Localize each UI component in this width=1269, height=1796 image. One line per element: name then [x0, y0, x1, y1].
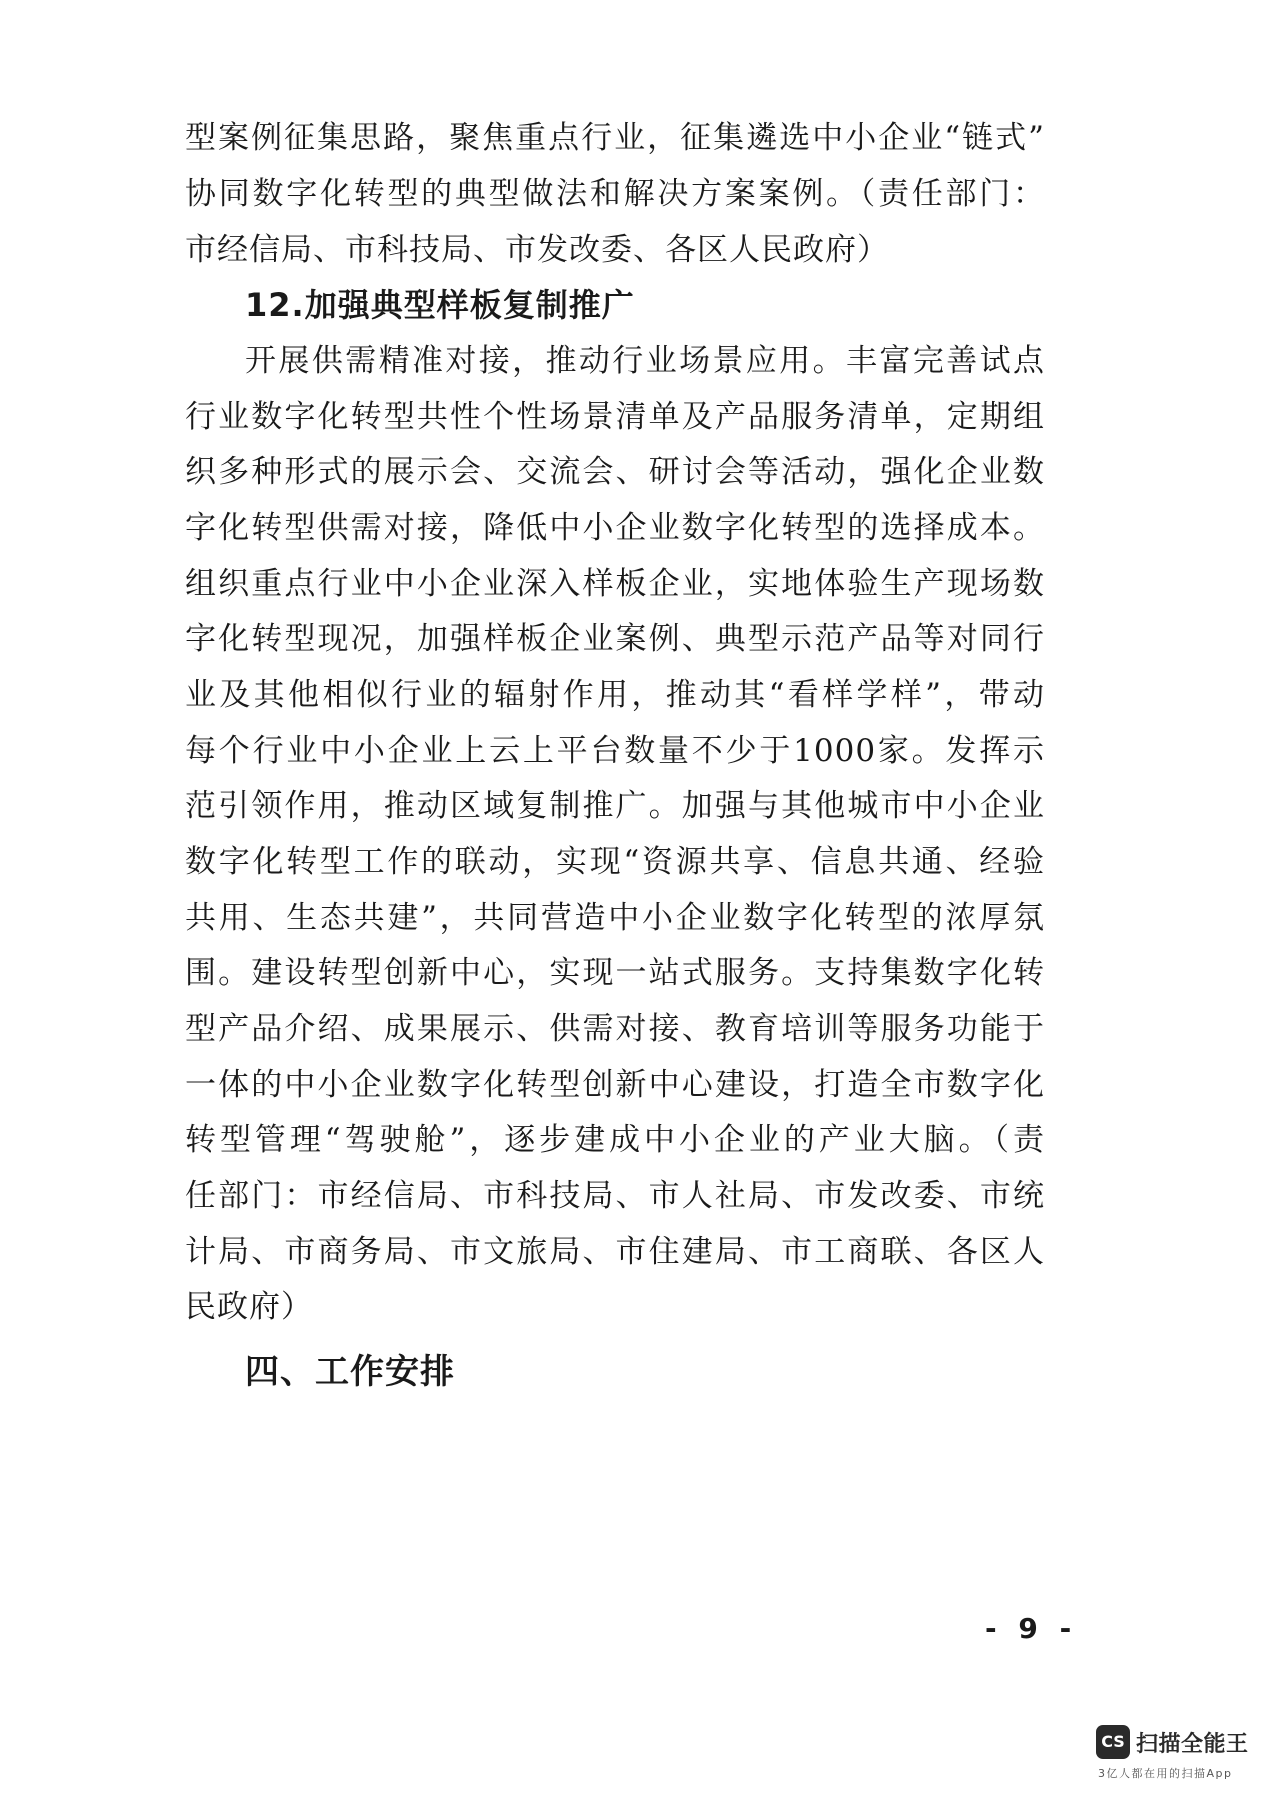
section-heading-12: 12.加强典型样板复制推广 [245, 286, 635, 324]
watermark-subtitle: 3亿人都在用的扫描App [1098, 1767, 1233, 1780]
watermark-title: 扫描全能王 [1136, 1732, 1249, 1757]
text-line: 型产品介绍、成果展示、供需对接、教育培训等服务功能于 [185, 1011, 1045, 1047]
scanner-watermark [1096, 1725, 1256, 1787]
text-line: 组织重点行业中小企业深入样板企业，实地体验生产现场数 [185, 566, 1045, 602]
text-line: 一体的中小企业数字化转型创新中心建设，打造全市数字化 [185, 1067, 1045, 1103]
text-line: 开展供需精准对接，推动行业场景应用。丰富完善试点 [245, 343, 1045, 379]
text-line: 字化转型供需对接，降低中小企业数字化转型的选择成本。 [185, 510, 1045, 546]
text-line: 计局、市商务局、市文旅局、市住建局、市工商联、各区人 [185, 1234, 1045, 1270]
text-line: 数字化转型工作的联动，实现“资源共享、信息共通、经验 [185, 844, 1045, 880]
page-number: - 9 - [985, 1612, 1078, 1645]
text-line: 市经信局、市科技局、市发改委、各区人民政府） [185, 232, 889, 268]
text-line: 转型管理“驾驶舱”，逐步建成中小企业的产业大脑。（责 [185, 1122, 1045, 1158]
text-line: 共用、生态共建”，共同营造中小企业数字化转型的浓厚氛 [185, 900, 1045, 936]
text-line: 业及其他相似行业的辐射作用，推动其“看样学样”，带动 [185, 677, 1045, 713]
text-line: 行业数字化转型共性个性场景清单及产品服务清单，定期组 [185, 399, 1045, 435]
text-line: 围。建设转型创新中心，实现一站式服务。支持集数字化转 [185, 955, 1045, 991]
text-line: 型案例征集思路，聚焦重点行业，征集遴选中小企业“链式” [185, 120, 1045, 156]
text-line: 织多种形式的展示会、交流会、研讨会等活动，强化企业数 [185, 454, 1045, 490]
text-line: 字化转型现况，加强样板企业案例、典型示范产品等对同行 [185, 621, 1045, 657]
text-line: 范引领作用，推动区域复制推广。加强与其他城市中小企业 [185, 788, 1045, 824]
section-heading-4: 四、工作安排 [245, 1352, 455, 1392]
camscanner-logo-icon: CS [1096, 1725, 1130, 1759]
text-line: 民政府） [185, 1289, 313, 1325]
text-line: 每个行业中小企业上云上平台数量不少于1000家。发挥示 [185, 733, 1045, 769]
text-line: 任部门：市经信局、市科技局、市人社局、市发改委、市统 [185, 1178, 1045, 1214]
text-line: 协同数字化转型的典型做法和解决方案案例。（责任部门： [185, 176, 1045, 212]
